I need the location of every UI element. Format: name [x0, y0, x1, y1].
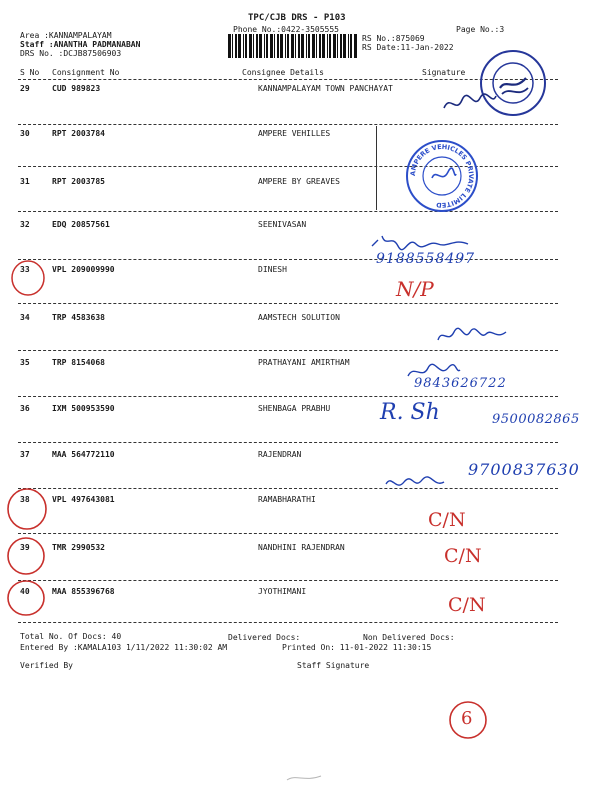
- row-divider: [18, 442, 558, 443]
- row-consignment: IXM 500953590: [52, 404, 115, 413]
- row-consignment: RPT 2003784: [52, 129, 105, 138]
- row-consignment: TRP 8154068: [52, 358, 105, 367]
- printed-on: Printed On: 11-01-2022 11:30:15: [282, 643, 432, 652]
- col-sno: S No: [20, 68, 40, 77]
- bottom-mark: 6: [461, 708, 473, 729]
- total-docs: Total No. Of Docs: 40: [20, 632, 122, 641]
- col-consignee: Consignee Details: [242, 68, 324, 77]
- document-title: TPC/CJB DRS - P103: [248, 13, 346, 23]
- row-sno: 30: [20, 129, 30, 138]
- phone-handwritten-32: 9188558497: [376, 251, 476, 267]
- signature-box-rule: [376, 126, 377, 210]
- phone-handwritten-36: 9500082865: [492, 412, 580, 427]
- row-divider: [18, 396, 558, 397]
- red-circle-39: [4, 535, 48, 577]
- signature-36: R. Sh: [380, 400, 440, 425]
- row-consignment: TMR 2990532: [52, 543, 105, 552]
- verified-by: Verified By: [20, 661, 73, 670]
- row-consignee: DINESH: [258, 265, 287, 274]
- signature-scribble: [440, 88, 500, 118]
- barcode: [228, 34, 358, 58]
- row-consignee: JYOTHIMANI: [258, 587, 307, 596]
- row-consignment: MAA 564772110: [52, 450, 115, 459]
- row-sno: 37: [20, 450, 30, 459]
- row-sno: 40: [20, 587, 30, 596]
- row-divider: [18, 259, 558, 260]
- row-divider: [18, 622, 558, 623]
- row-consignment: EDQ 20857561: [52, 220, 110, 229]
- tamil-signature-37: [382, 470, 452, 496]
- row-sno: 38: [20, 495, 30, 504]
- red-circle-38: [4, 486, 50, 532]
- row-consignee: RAMABHARATHI: [258, 495, 316, 504]
- row-sno: 39: [20, 543, 30, 552]
- row-consignment: VPL 497643081: [52, 495, 115, 504]
- row-consignment: VPL 209009990: [52, 265, 115, 274]
- row-divider: [18, 580, 558, 581]
- col-consignment: Consignment No: [52, 68, 120, 77]
- row-divider: [18, 303, 558, 304]
- ampere-company-seal: [404, 138, 480, 214]
- row-consignee: SEENIVASAN: [258, 220, 307, 229]
- row-consignee: SHENBAGA PRABHU: [258, 404, 331, 413]
- non-delivered-docs: Non Delivered Docs:: [363, 633, 455, 642]
- row-consignee: AMPERE VEHILLES: [258, 129, 331, 138]
- row-consignee: NANDHINI RAJENDRAN: [258, 543, 345, 552]
- rs-number: RS No.:875069: [362, 34, 425, 43]
- row-divider: [18, 124, 558, 125]
- row-sno: 32: [20, 220, 30, 229]
- red-circle-33: [8, 258, 48, 298]
- faint-mark: [285, 772, 325, 784]
- ampere-seal-text: AMPERE VEHICLES PRIVATE LIMITED: [408, 142, 476, 210]
- phone-handwritten-35: 9843626722: [414, 376, 507, 391]
- row-consignee: PRATHAYANI AMIRTHAM: [258, 358, 350, 367]
- drs-number: DRS No. :DCJB87506903: [20, 49, 122, 58]
- header-divider: [18, 79, 558, 80]
- row-consignee: AMPERE BY GREAVES: [258, 177, 340, 186]
- row-divider: [18, 350, 558, 351]
- row-consignee: RAJENDRAN: [258, 450, 302, 459]
- row-sno: 35: [20, 358, 30, 367]
- row-sno: 36: [20, 404, 30, 413]
- staff-signature: Staff Signature: [297, 661, 370, 670]
- row-consignment: CUD 989823: [52, 84, 101, 93]
- cn-mark-40: C/N: [448, 594, 486, 616]
- cn-mark-38: C/N: [428, 509, 466, 531]
- row-consignment: RPT 2003785: [52, 177, 105, 186]
- row-sno: 33: [20, 265, 30, 274]
- row-consignee: AAMSTECH SOLUTION: [258, 313, 340, 322]
- cn-mark-39: C/N: [444, 545, 482, 567]
- delivered-docs: Delivered Docs:: [228, 633, 301, 642]
- phone-handwritten-37: 9700837630: [468, 460, 580, 479]
- phone-number: Phone No.:0422-3505555: [233, 25, 339, 34]
- row-consignment: MAA 855396768: [52, 587, 115, 596]
- row-consignment: TRP 4583638: [52, 313, 105, 322]
- np-mark-33: N/P: [396, 277, 434, 301]
- rs-date: RS Date:11-Jan-2022: [362, 43, 454, 52]
- staff-label: Staff :ANANTHA PADMANABAN: [20, 40, 141, 49]
- row-sno: 31: [20, 177, 30, 186]
- entered-by: Entered By :KAMALA103 1/11/2022 11:30:02 AM: [20, 643, 228, 652]
- area-label: Area :KANNAMPALAYAM: [20, 31, 112, 40]
- row-sno: 29: [20, 84, 30, 93]
- tamil-signature-34: [434, 322, 510, 348]
- col-signature: Signature: [422, 68, 466, 77]
- row-consignee: KANNAMPALAYAM TOWN PANCHAYAT: [258, 84, 393, 93]
- red-circle-40: [4, 578, 48, 618]
- row-divider: [18, 533, 558, 534]
- page-number: Page No.:3: [456, 25, 505, 34]
- row-divider: [18, 488, 558, 489]
- row-sno: 34: [20, 313, 30, 322]
